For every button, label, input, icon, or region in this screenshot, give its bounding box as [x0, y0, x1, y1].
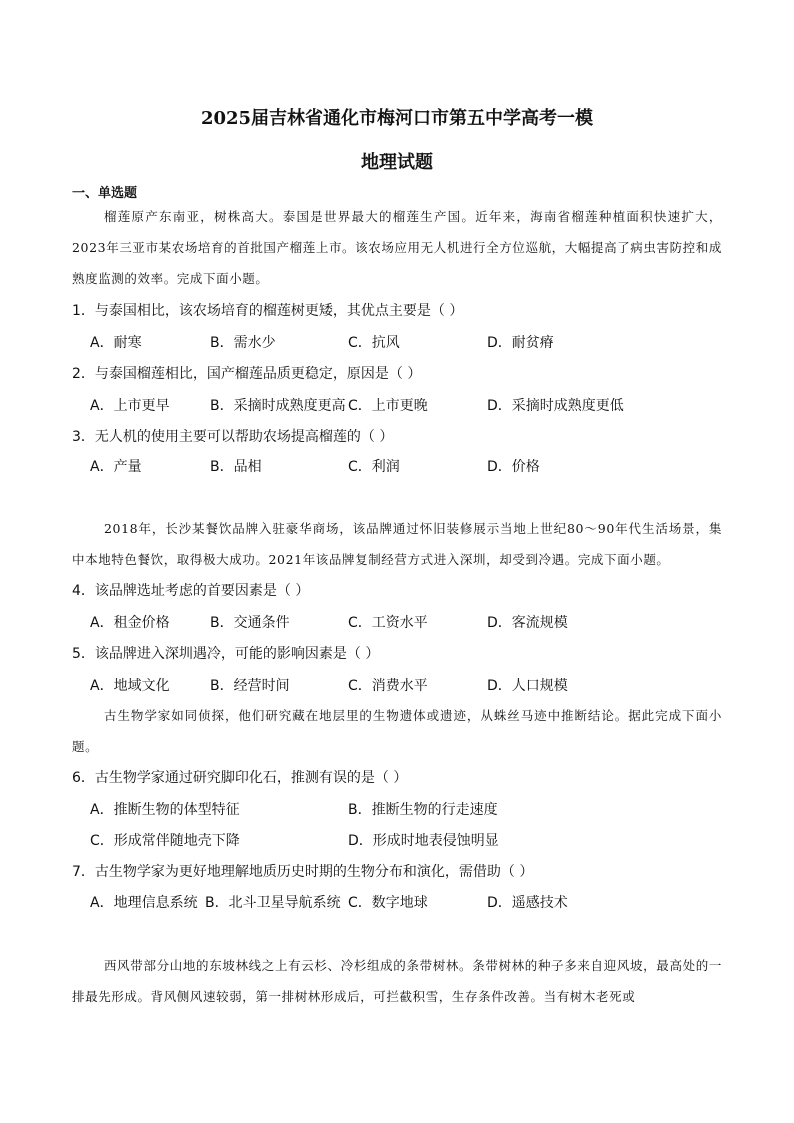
q2-option-b[interactable]: B．采摘时成熟度更高: [210, 398, 346, 414]
q3-option-c[interactable]: C．利润: [348, 459, 400, 475]
exam-subtitle: 地理试题: [361, 152, 433, 173]
q5-option-b[interactable]: B．经营时间: [210, 678, 290, 694]
question-7: 7．古生物学家为更好地理解地质历史时期的生物分布和演化，需借助（ ）: [72, 864, 534, 880]
passage-paleontology: 古生物学家如同侦探，他们研究藏在地层里的生物遗体或遗迹，从蛛丝马迹中推断结论。据此完成下面小题。: [72, 708, 722, 754]
q1-option-b[interactable]: B．需水少: [210, 335, 276, 351]
q1-option-d[interactable]: D．耐贫瘠: [487, 335, 554, 351]
q4-option-d[interactable]: D．客流规模: [487, 615, 568, 631]
question-3: 3．无人机的使用主要可以帮助农场提高榴莲的（ ）: [72, 429, 394, 445]
q4-option-b[interactable]: B．交通条件: [210, 615, 290, 631]
q7-option-a[interactable]: A．地理信息系统: [90, 895, 198, 911]
section-heading: 一、单选题: [72, 186, 138, 201]
q6-option-b[interactable]: B．推断生物的行走速度: [348, 802, 498, 818]
q1-option-a[interactable]: A．耐寒: [90, 335, 142, 351]
q6-option-d[interactable]: D．形成时地表侵蚀明显: [348, 833, 499, 849]
q5-option-a[interactable]: A．地域文化: [90, 678, 170, 694]
q4-option-a[interactable]: A．租金价格: [90, 615, 170, 631]
question-5: 5．该品牌进入深圳遇冷，可能的影响因素是（ ）: [72, 646, 380, 662]
q2-option-d[interactable]: D．采摘时成熟度更低: [487, 398, 624, 414]
q7-option-b[interactable]: B．北斗卫星导航系统: [205, 895, 341, 911]
question-1: 1．与泰国相比，该农场培育的榴莲树更矮，其优点主要是（ ）: [72, 303, 464, 319]
q7-option-c[interactable]: C．数字地球: [348, 895, 428, 911]
passage-restaurant: 2018年，长沙某餐饮品牌入驻豪华商场，该品牌通过怀旧装修展示当地上世纪80～90年代生活场景，集中本地特色餐饮，取得极大成功。2021年该品牌复制经营方式进入深圳，却受到冷遇。完成下面小题。: [72, 521, 722, 567]
question-4: 4．该品牌选址考虑的首要因素是（ ）: [72, 583, 310, 599]
passage-westerlies-forest: 西风带部分山地的东坡林线之上有云杉、冷杉组成的条带树林。条带树林的种子多来自迎风坡，最高处的一排最先形成。背风侧风速较弱，第一排树林形成后，可拦截积雪，生存条件改善。当有树木老死或: [72, 958, 722, 1004]
question-6: 6．古生物学家通过研究脚印化石，推测有误的是（ ）: [72, 770, 408, 786]
q2-option-c[interactable]: C．上市更晚: [348, 398, 428, 414]
q5-option-d[interactable]: D．人口规模: [487, 678, 568, 694]
q3-option-d[interactable]: D．价格: [487, 459, 540, 475]
q5-option-c[interactable]: C．消费水平: [348, 678, 428, 694]
q2-option-a[interactable]: A．上市更早: [90, 398, 170, 414]
exam-title: 2025届吉林省通化市梅河口市第五中学高考一模: [200, 108, 594, 129]
q1-option-c[interactable]: C．抗风: [348, 335, 400, 351]
q6-option-a[interactable]: A．推断生物的体型特征: [90, 802, 240, 818]
q6-option-c[interactable]: C．形成常伴随地壳下降: [90, 833, 240, 849]
q3-option-a[interactable]: A．产量: [90, 459, 142, 475]
q7-option-d[interactable]: D．遥感技术: [487, 895, 568, 911]
question-2: 2．与泰国榴莲相比，国产榴莲品质更稳定，原因是（ ）: [72, 366, 422, 382]
q3-option-b[interactable]: B．品相: [210, 459, 262, 475]
q4-option-c[interactable]: C．工资水平: [348, 615, 428, 631]
passage-durian: 榴莲原产东南亚，树株高大。泰国是世界最大的榴莲生产国。近年来，海南省榴莲种植面积快速扩大，2023年三亚市某农场培育的首批国产榴莲上市。该农场应用无人机进行全方位巡航，大幅提高了病虫害防控和成熟度监测的效率。完成下面小题。: [72, 209, 722, 286]
